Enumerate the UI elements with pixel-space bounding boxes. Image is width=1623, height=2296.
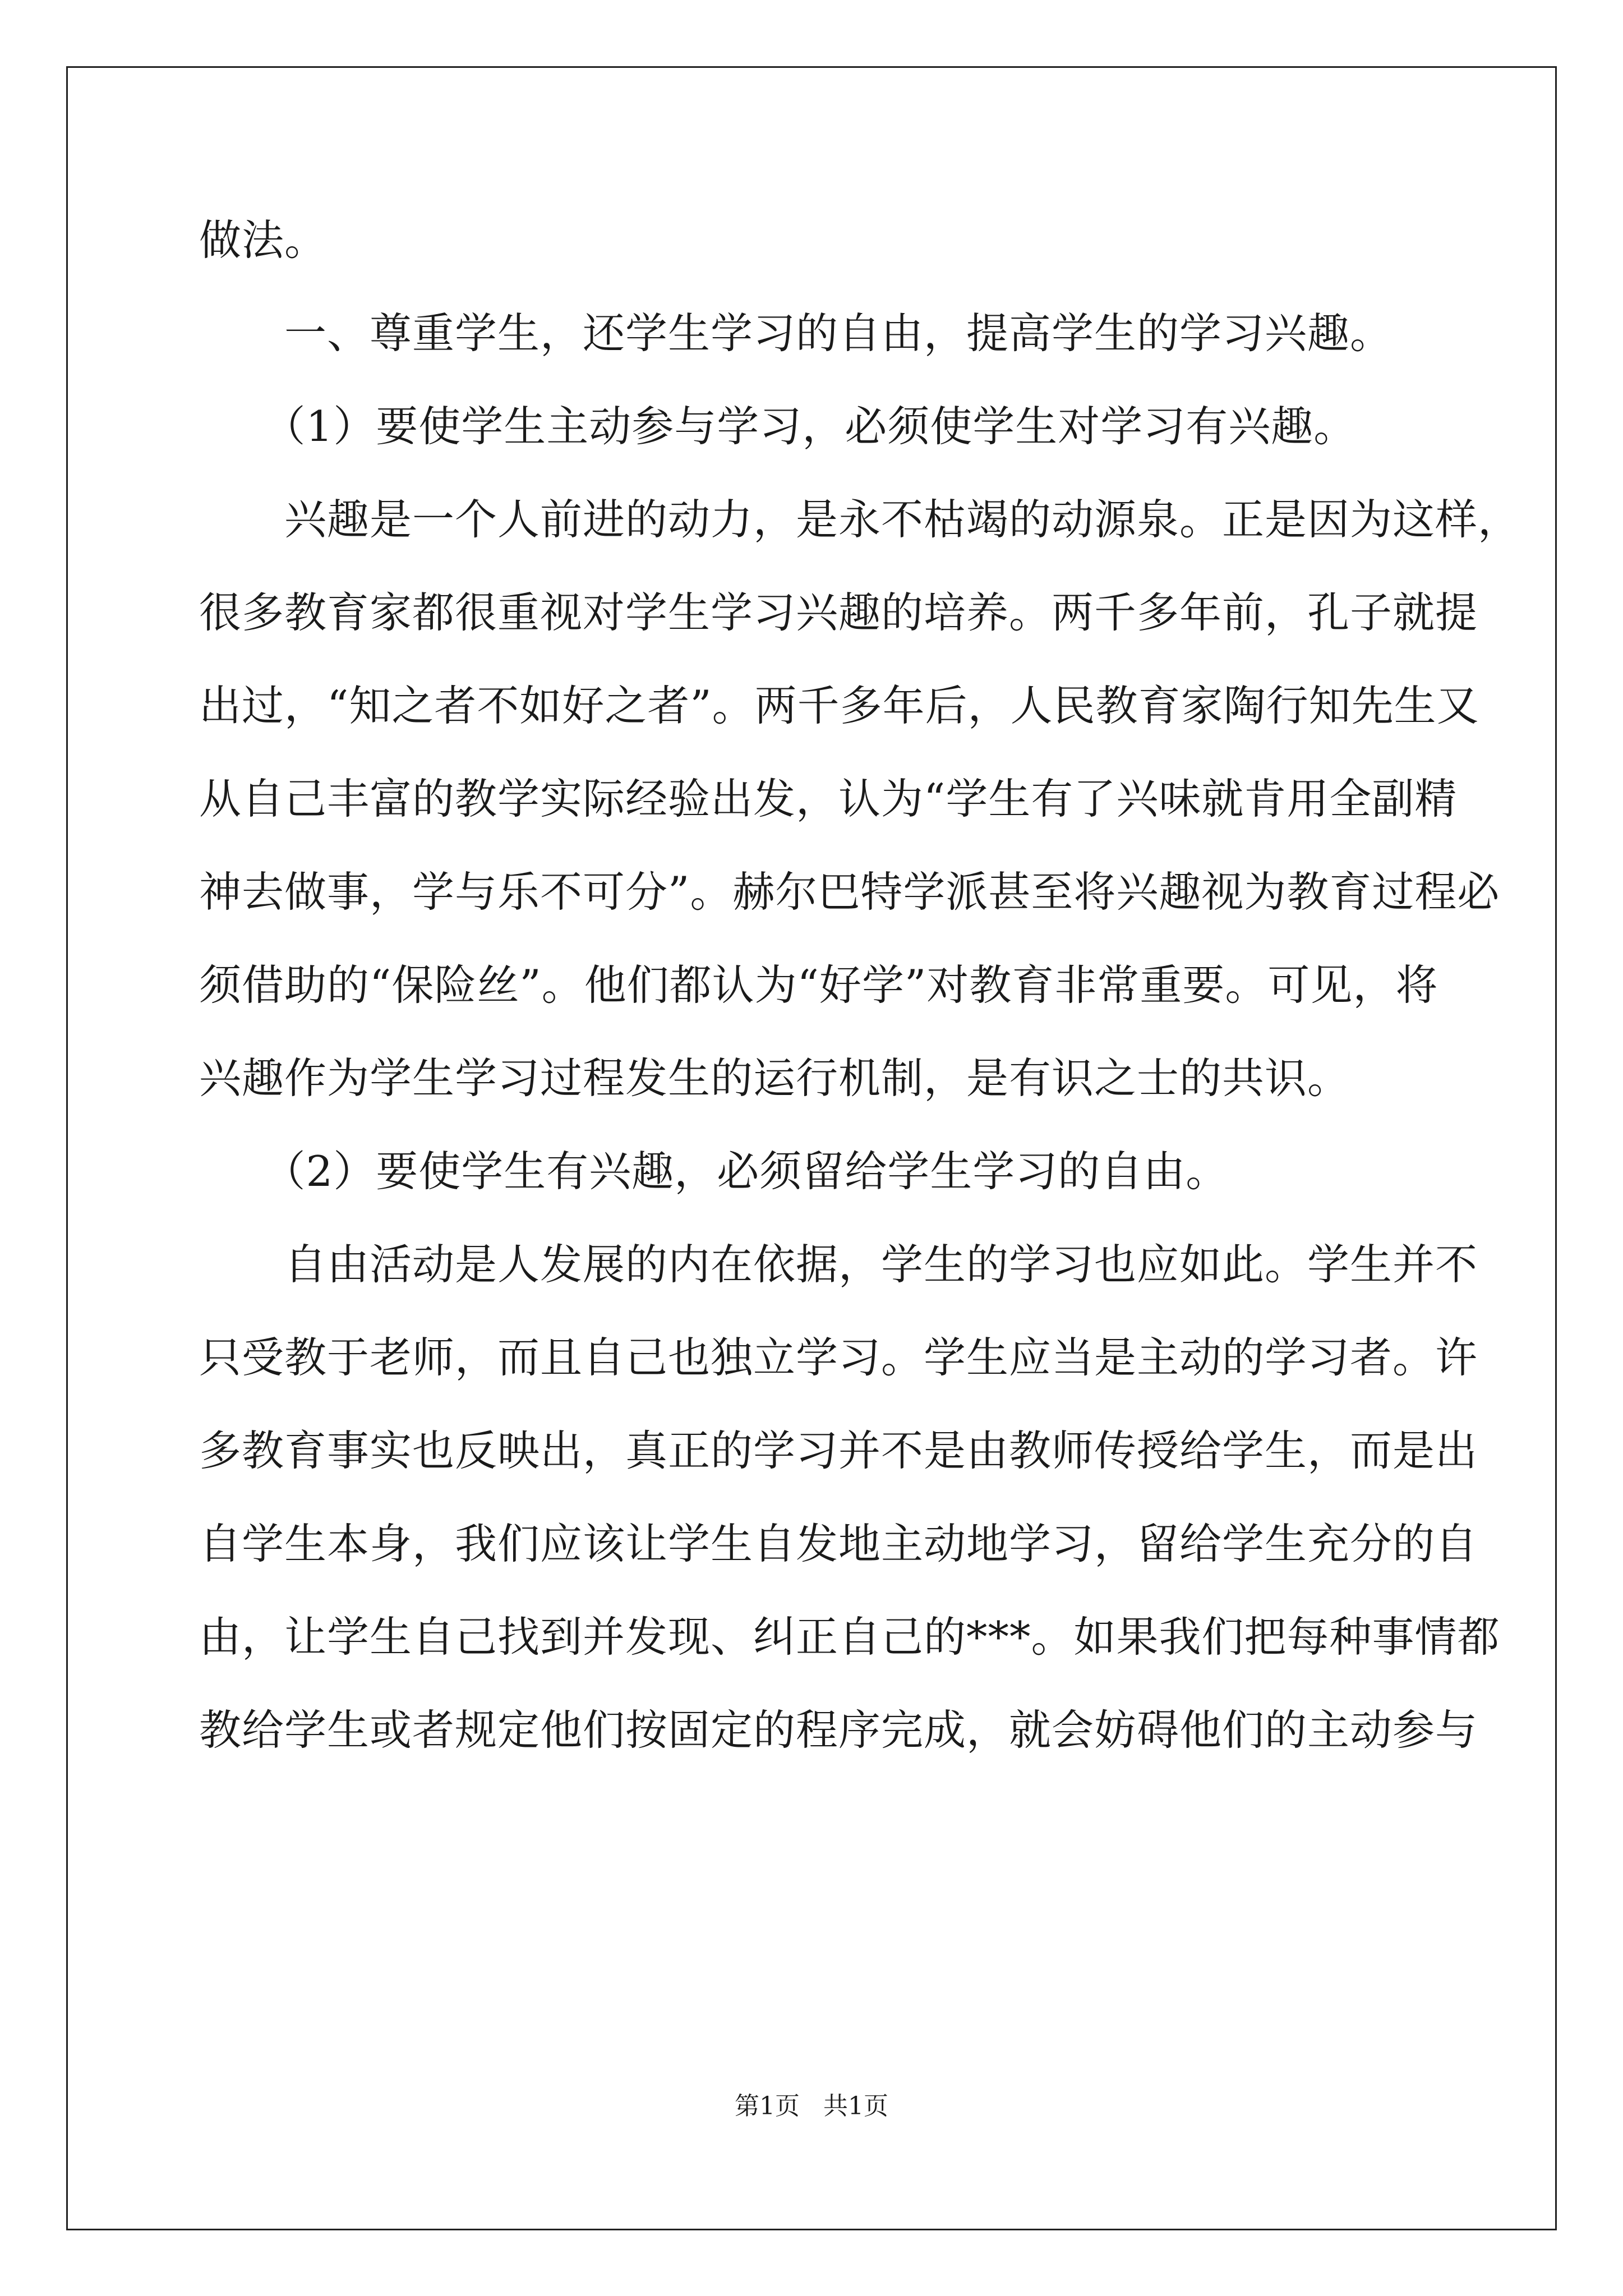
text-line: 自由活动是人发展的内在依据，学生的学习也应如此。学生并不 (199, 1240, 1478, 1289)
text-line: 出过，“知之者不如好之者”。两千多年后，人民教育家陶行知先生又 (199, 681, 1479, 730)
text-line: 多教育事实也反映出，真正的学习并不是由教师传授给学生，而是出 (199, 1426, 1478, 1475)
text-line: 做法。 (199, 215, 328, 265)
text-line: 一、尊重学生，还学生学习的自由，提高学生的学习兴趣。 (199, 309, 1393, 358)
text-line: （2）要使学生有兴趣，必须留给学生学习的自由。 (199, 1147, 1229, 1196)
text-line: 兴趣作为学生学习过程发生的运行机制，是有识之士的共识。 (199, 1053, 1350, 1103)
text-line: 由，让学生自己找到并发现、纠正自己的***。如果我们把每种事情都 (199, 1612, 1500, 1662)
text-line: 兴趣是一个人前进的动力，是永不枯竭的动源泉。正是因为这样， (199, 495, 1521, 544)
text-line: 自学生本身，我们应该让学生自发地主动地学习，留给学生充分的自 (199, 1519, 1478, 1568)
text-line: 从自己丰富的教学实际经验出发，认为“学生有了兴味就肯用全副精 (199, 774, 1458, 823)
text-line: （1）要使学生主动参与学习，必须使学生对学习有兴趣。 (199, 402, 1357, 451)
text-line: 神去做事，学与乐不可分”。赫尔巴特学派甚至将兴趣视为教育过程必 (199, 867, 1500, 917)
text-line: 很多教育家都很重视对学生学习兴趣的培养。两千多年前，孔子就提 (199, 588, 1478, 637)
page-footer: 第1页 共1页 (735, 2092, 888, 2120)
text-line: 只受教于老师，而且自己也独立学习。学生应当是主动的学习者。许 (199, 1333, 1478, 1382)
text-line: 教给学生或者规定他们按固定的程序完成，就会妨碍他们的主动参与 (199, 1705, 1478, 1755)
text-line: 须借助的“保险丝”。他们都认为“好学”对教育非常重要。可见，将 (199, 960, 1438, 1010)
